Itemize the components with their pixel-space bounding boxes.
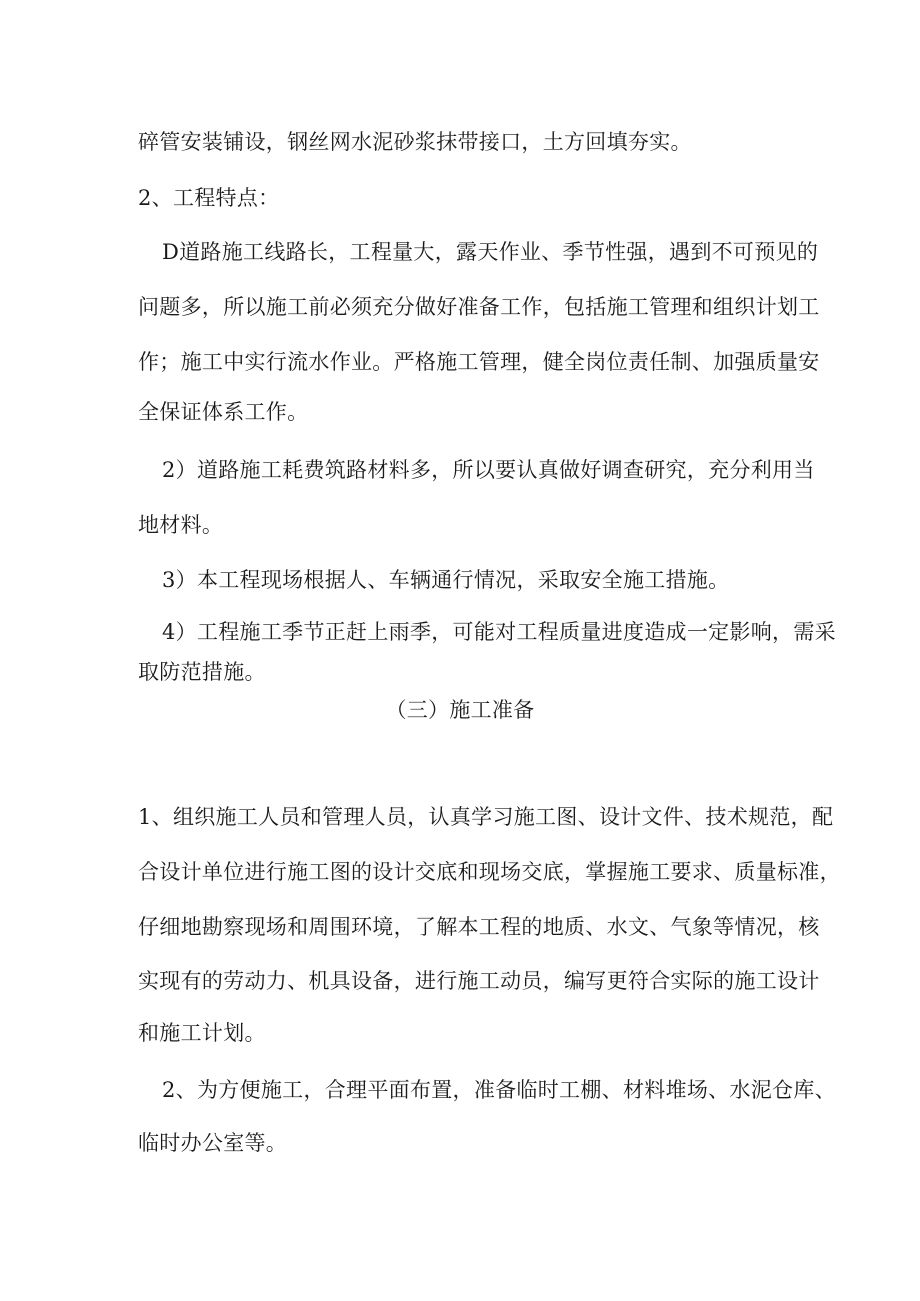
paragraph-line: 取防范措施。: [138, 660, 266, 684]
paragraph-line: 4）工程施工季节正赶上雨季，可能对工程质量进度造成一定影响，需采: [162, 620, 836, 644]
paragraph-line: 3）本工程现场根据人、车辆通行情况，采取安全施工措施。: [162, 568, 730, 592]
paragraph-line: 全保证体系工作。: [138, 400, 309, 424]
paragraph-line: 仔细地勘察现场和周围环境，了解本工程的地质、水文、气象等情况，核: [138, 915, 820, 939]
paragraph-line: 临时办公室等。: [138, 1131, 288, 1155]
paragraph-line: 地材料。: [138, 513, 224, 537]
paragraph-line: D道路施工线路长，工程量大，露天作业、季节性强，遇到不可预见的: [162, 240, 819, 264]
paragraph-line: 1、组织施工人员和管理人员，认真学习施工图、设计文件、技术规范，配: [138, 805, 834, 829]
paragraph-line: 作；施工中实行流水作业。严格施工管理，健全岗位责任制、加强质量安: [138, 350, 820, 374]
paragraph-line: 碎管安装铺设，钢丝网水泥砂浆抹带接口，土方回填夯实。: [138, 130, 692, 154]
section-heading: 2、工程特点：: [138, 186, 280, 210]
paragraph-line: 和施工计划。: [138, 1021, 266, 1045]
paragraph-line: 合设计单位进行施工图的设计交底和现场交底，掌握施工要求、质量标准，: [138, 860, 841, 884]
paragraph-line: 问题多，所以施工前必须充分做好准备工作，包括施工管理和组织计划工: [138, 295, 820, 319]
paragraph-line: 2、为方便施工，合理平面布置，准备临时工棚、材料堆场、水泥仓库、: [162, 1078, 836, 1102]
section-title: （三）施工准备: [385, 698, 535, 722]
paragraph-line: 2）道路施工耗费筑路材料多，所以要认真做好调查研究，充分利用当: [162, 458, 815, 482]
paragraph-line: 实现有的劳动力、机具设备，进行施工动员，编写更符合实际的施工设计: [138, 969, 820, 993]
